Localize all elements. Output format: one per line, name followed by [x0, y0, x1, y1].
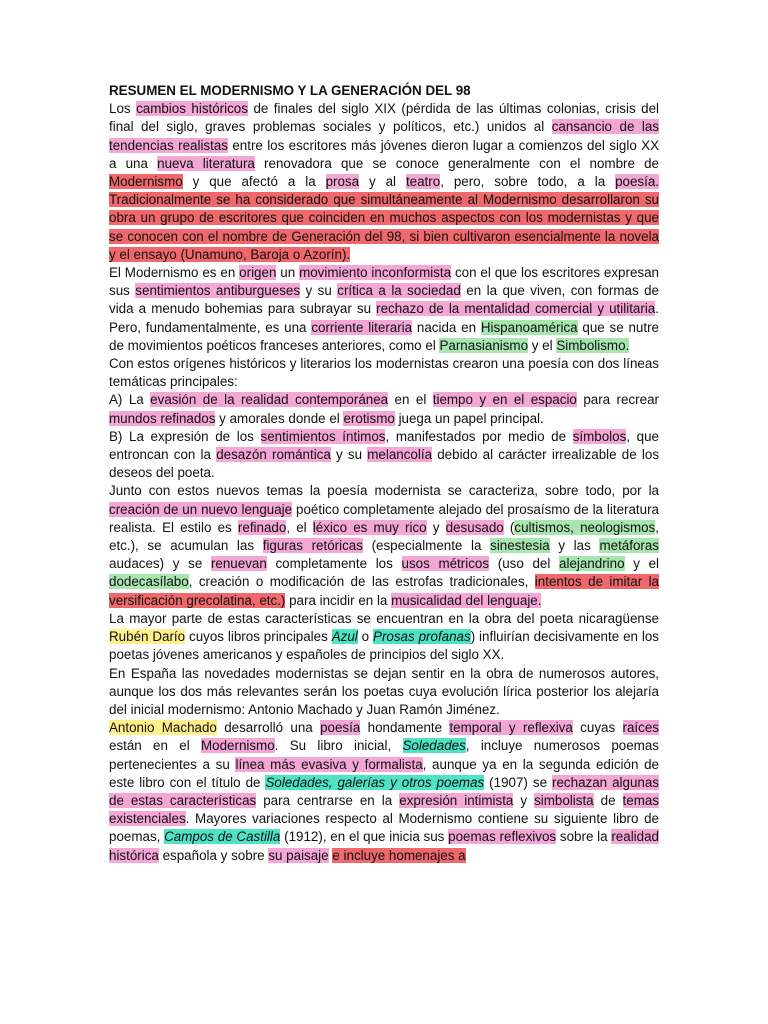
text-run: y al	[359, 174, 406, 190]
highlighted-text: evasión de la realidad contemporánea	[150, 392, 389, 408]
paragraph	[109, 100, 659, 264]
highlighted-text: poesía.	[615, 174, 659, 190]
highlighted-text: creación de un nuevo lenguaje	[109, 501, 293, 517]
text-run: y su	[300, 283, 338, 299]
text-run: están en el	[109, 738, 201, 754]
highlighted-text: sentimientos íntimos	[260, 428, 386, 444]
highlighted-text: Soledades	[402, 738, 466, 754]
text-run: que se nutre de movimientos poéticos franceses anteriores, como el	[109, 319, 659, 353]
text-run: El Modernismo es en	[109, 265, 240, 281]
text-run: , creación o modificación de las estrofas tradicionales,	[188, 574, 535, 590]
text-run: de	[593, 792, 623, 808]
highlighted-text: Modernismo	[200, 738, 275, 754]
text-run: poético completamente alejado del prosaísmo de la literatura realista. El estilo es	[109, 501, 659, 535]
text-run: Junto con estos nuevos temas la poesía modernista se caracteriza, sobre todo, por la	[109, 483, 659, 499]
highlighted-text: Modernismo	[109, 174, 183, 190]
highlighted-text: intentos de imitar la versificación grecolatina, etc.)	[109, 574, 660, 608]
text-run: y su	[330, 447, 368, 463]
highlighted-text: erotismo	[343, 410, 395, 426]
text-run: , aunque ya en la segunda edición de este libro con el título de	[109, 756, 659, 790]
document-title: RESUMEN EL MODERNISMO Y LA GENERACIÓN DEL 98	[109, 83, 471, 98]
highlighted-text: Soledades, galerías y otros poemas	[265, 774, 485, 790]
text-run: , el	[286, 519, 313, 535]
highlighted-text: poesía	[320, 720, 361, 736]
highlighted-text: Hispanoamérica	[480, 319, 578, 335]
text-run: sobre la	[556, 829, 612, 845]
text-run: (especialmente la	[362, 538, 491, 554]
highlighted-text: tiempo y en el espacio	[432, 392, 577, 408]
text-run: y que afectó a la	[182, 174, 326, 190]
highlighted-text: crítica a la sociedad	[337, 283, 461, 299]
text-run: (	[503, 519, 515, 535]
highlighted-text: metáforas	[599, 538, 660, 554]
text-run: para centrarse en la	[256, 792, 400, 808]
text-run: ) influirían decisivamente en los poetas jóvenes americanos y españoles de principios del siglo XX.	[109, 629, 659, 663]
text-run: , etc.), se acumulan las	[109, 519, 659, 554]
text-run: (uso del	[489, 556, 560, 572]
text-run: cuyos libros principales	[185, 629, 332, 645]
text-run: desarrolló una	[216, 720, 321, 736]
highlighted-text: Azul	[331, 629, 358, 645]
text-run: juega un papel principal.	[394, 410, 544, 426]
highlighted-text: figuras retóricas	[262, 538, 363, 554]
highlighted-text: refinado	[237, 519, 287, 535]
highlighted-text: cambios históricos	[136, 101, 248, 117]
text-run: Con estos orígenes históricos y literarios los modernistas crearon una poesía con dos líneas temáticas principales:	[109, 356, 659, 390]
text-run: (1907) se	[484, 774, 553, 790]
highlighted-text: renuevan	[210, 556, 267, 572]
highlighted-text: raíces	[622, 720, 659, 736]
paragraph	[109, 264, 659, 355]
highlighted-text: Parnasianismo	[439, 337, 529, 353]
text-run: B) La expresión de los	[109, 428, 261, 444]
highlighted-text: prosa	[325, 174, 360, 190]
text-run: renovadora que se conoce generalmente con el nombre de	[254, 155, 659, 171]
highlighted-text: expresión intimista	[399, 792, 514, 808]
text-run: nacida en	[412, 319, 481, 335]
text-run: entre los escritores más jóvenes dieron lugar a comienzos del siglo XX a una	[109, 137, 659, 171]
highlighted-text: e incluye homenajes a	[332, 847, 466, 863]
highlighted-text: Tradicionalmente se ha considerado que simultáneamente al Modernismo desarrollaron su obra un grupo de escritores que coinciden en muchos aspectos con los modernistas y que se conocen con el nombre de Generación del 98, si bien cultivaron esencialmente la novela y el ensayo (Unamuno, Baroja o Azorín).	[109, 192, 659, 262]
text-run: cuyas	[572, 720, 623, 736]
text-run: y las	[549, 538, 600, 554]
highlighted-text: dodecasílabo	[109, 574, 189, 590]
text-run: . Pero, fundamentalmente, es una	[109, 301, 659, 335]
highlighted-text: rechazo de la mentalidad comercial y utilitaria	[376, 301, 656, 317]
text-run: para incidir en la	[285, 592, 392, 608]
text-run: y el	[528, 337, 557, 353]
text-run: . Su libro inicial,	[274, 738, 403, 754]
highlighted-text: desusado	[445, 519, 504, 535]
paragraph	[109, 665, 659, 720]
highlighted-text: Campos de Castilla	[164, 829, 281, 845]
text-run: A) La	[109, 392, 151, 408]
highlighted-text: corriente literaria	[311, 319, 413, 335]
highlighted-text: nueva literatura	[157, 155, 255, 171]
highlighted-text: simbolista	[534, 792, 594, 808]
highlighted-text: melancolía	[367, 447, 433, 463]
text-run: Los	[109, 101, 137, 117]
highlighted-text: Antonio Machado	[109, 720, 217, 736]
paragraph	[109, 391, 659, 427]
text-run: , incluye numerosos poemas pertenecientes a su	[109, 738, 659, 772]
text-run: y	[426, 519, 446, 535]
highlighted-text: teatro	[405, 174, 441, 190]
text-run: española y sobre	[158, 847, 269, 863]
text-run: y amorales donde el	[215, 410, 344, 426]
text-run: de finales del siglo XIX (pérdida de las últimas colonias, crisis del final del siglo, graves problemas sociales y políticos, etc.) unidos al	[109, 101, 660, 135]
text-run: para recrear	[576, 392, 659, 408]
highlighted-text: línea más evasiva y formalista	[235, 756, 423, 772]
document-body	[109, 100, 659, 865]
text-run: , manifestados por medio de	[385, 428, 573, 444]
highlighted-text: movimiento inconformista	[299, 265, 452, 281]
text-run: en la que viven, con formas de vida a menudo bohemias para subrayar su	[109, 283, 660, 317]
text-run: y	[513, 792, 535, 808]
highlighted-text: rechazan algunas de estas características	[109, 774, 659, 808]
highlighted-text: su paisaje	[268, 847, 329, 863]
highlighted-text: temporal y reflexiva	[449, 720, 573, 736]
text-run: (1912), en el que inicia sus	[280, 829, 449, 845]
text-run: en el	[388, 392, 433, 408]
highlighted-text: cultismos, neologismos	[514, 519, 656, 535]
highlighted-text: léxico es muy rico	[312, 519, 427, 535]
highlighted-text: desazón romántica	[216, 447, 331, 463]
highlighted-text: Simbolismo.	[556, 337, 630, 353]
text-run: hondamente	[360, 720, 450, 736]
highlighted-text: sentimientos antiburgueses	[135, 283, 301, 299]
text-run: y el	[624, 556, 659, 572]
highlighted-text: origen	[239, 265, 277, 281]
paragraph	[109, 428, 659, 483]
highlighted-text: sinestesia	[490, 538, 550, 554]
highlighted-text: musicalidad del lenguaje.	[391, 592, 542, 608]
document-page	[109, 82, 659, 865]
highlighted-text: realidad histórica	[109, 829, 659, 863]
highlighted-text: alejandrino	[559, 556, 625, 572]
highlighted-text: símbolos	[572, 428, 627, 444]
paragraph	[109, 355, 659, 391]
text-run: En España las novedades modernistas se dejan sentir en la obra de numerosos autores, aunque los dos más relevantes serán los poetas cuya evolución lírica posterior los alejaría del inicial modernismo: Antonio Machado y Juan Ramón Jiménez.	[109, 665, 659, 717]
highlighted-text: Prosas profanas	[373, 629, 471, 645]
text-run: un	[276, 265, 300, 281]
highlighted-text: temas existenciales	[109, 792, 659, 827]
text-run: con el que los escritores expresan sus	[109, 265, 659, 299]
highlighted-text: usos métricos	[401, 556, 490, 572]
highlighted-text: mundos refinados	[109, 410, 216, 426]
paragraph	[109, 482, 659, 609]
text-run: audaces) y se	[109, 556, 211, 572]
highlighted-text: poemas reflexivos	[448, 829, 557, 845]
paragraph	[109, 719, 659, 865]
text-run: o	[357, 629, 374, 645]
text-run: La mayor parte de estas características se encuentran en la obra del poeta nicaragüense	[109, 610, 659, 626]
highlighted-text: Rubén Darío	[109, 629, 186, 645]
highlighted-text: cansancio de las tendencias realistas	[109, 119, 660, 153]
text-run: . Mayores variaciones respecto al Modernismo contiene su siguiente libro de poemas,	[109, 811, 659, 845]
text-run: completamente los	[266, 556, 402, 572]
text-run: debido al carácter irrealizable de los deseos del poeta.	[109, 447, 660, 481]
paragraph	[109, 610, 659, 665]
text-run: , pero, sobre todo, a la	[440, 174, 616, 190]
text-run: , que entroncan con la	[109, 428, 659, 463]
